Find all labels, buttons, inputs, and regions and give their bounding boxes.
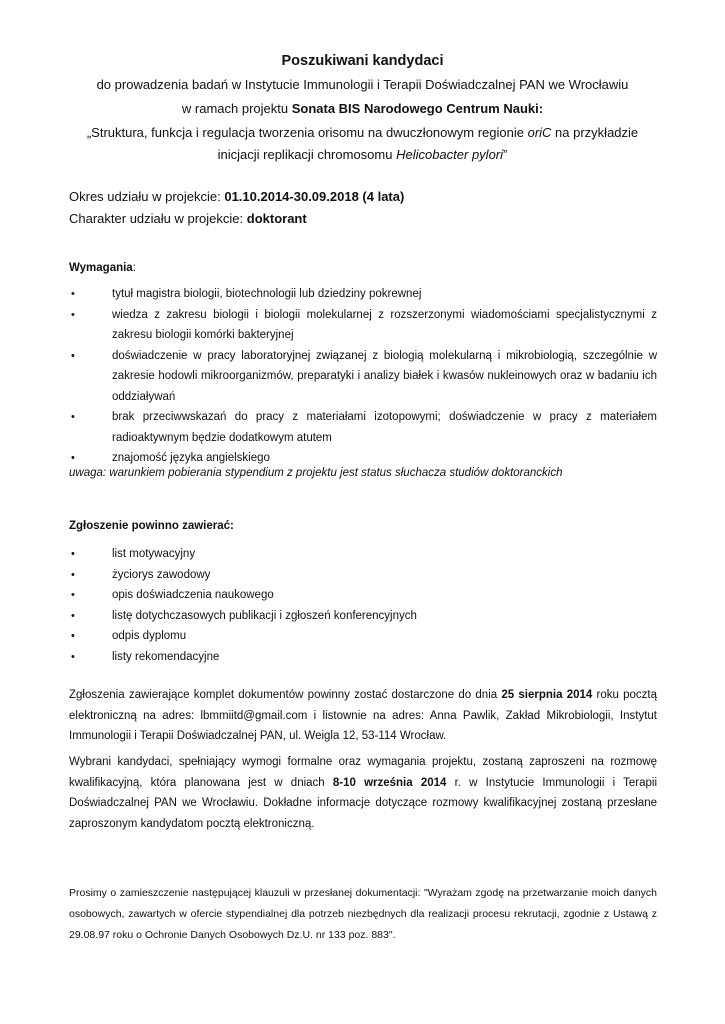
project-title-part-c: inicjacji replikacji chromosomu: [217, 147, 397, 162]
interview-paragraph: [69, 752, 657, 834]
period-label: Okres udziału w projekcie:: [69, 189, 225, 204]
project-title-line2: [60, 147, 665, 162]
project-title-oric: oriC: [527, 125, 552, 140]
application-heading-text: Zgłoszenie powinno zawierać:: [69, 520, 234, 532]
participation-role: [69, 211, 307, 226]
application-list: [69, 544, 657, 667]
interview-text-a: Wybrani kandydaci, spełniający wymogi formalne oraz wymagania projektu, zostaną zaproszeni na rozmowę kwalifikacyjną, która planowana jest w dniach: [69, 756, 657, 789]
project-program: Sonata BIS Narodowego Centrum Nauki:: [291, 101, 544, 116]
project-title-end: ”: [503, 147, 508, 162]
requirements-list: [69, 284, 657, 469]
requirements-heading: [69, 262, 136, 274]
list-item: • listę dotychczasowych publikacji i zgłoszeń konferencyjnych: [69, 606, 657, 627]
list-item: • listy rekomendacyjne: [69, 647, 657, 668]
submission-text-a: Zgłoszenia zawierające komplet dokumentów powinny zostać dostarczone do dnia: [69, 689, 502, 701]
project-line: [60, 101, 665, 116]
project-prefix: w ramach projektu: [181, 101, 292, 116]
requirements-note: uwaga: warunkiem pobierania stypendium z projektu jest status słuchacza studiów doktoranckich: [69, 467, 563, 479]
list-item: • znajomość języka angielskiego: [69, 448, 657, 469]
project-title-part-a: „Struktura, funkcja i regulacja tworzenia orisomu na dwuczłonowym regionie: [86, 125, 528, 140]
list-item: • odpis dyplomu: [69, 626, 657, 647]
interview-text-b: r. w Instytucie Immunologii i Terapii Doświadczalnej PAN we Wrocławiu. Dokładne informacje dotyczące rozmowy kwalifikacyjnej zostaną przesłane zaproszonym kandydatom pocztą elektroniczną.: [69, 776, 657, 830]
list-item: • brak przeciwwskazań do pracy z materiałami izotopowymi; doświadczenie w pracy z materiałem radioaktywnym będzie dodatkowym atutem: [69, 407, 657, 448]
interview-dates: 8-10 września 2014: [332, 776, 447, 789]
project-title-part-b: na przykładzie: [551, 125, 639, 140]
page-title: Poszukiwani kandydaci: [281, 53, 444, 69]
submission-text-b: roku pocztą elektroniczną na adres: lbmmiitd@gmail.com i listownie na adres: Anna Pawlik, Zakład Mikrobiologii, Instytut Immunologii i Terapii Doświadczalnej PAN, ul. Weigla 12, 53-114 Wrocław.: [69, 689, 657, 742]
institute-line: do prowadzenia badań w Instytucie Immunologii i Terapii Doświadczalnej PAN we Wrocławiu: [96, 77, 629, 92]
participation-period: [69, 189, 404, 204]
project-title-line1: [60, 125, 665, 140]
list-item: • list motywacyjny: [69, 544, 657, 565]
requirements-heading-text: Wymagania: [69, 262, 133, 274]
list-item: • życiorys zawodowy: [69, 565, 657, 586]
list-item: • wiedza z zakresu biologii i biologii molekularnej z rozszerzonymi wiadomościami specjalistycznymi z zakresu biologii komórki bakteryjnej: [69, 305, 657, 346]
requirements-heading-colon: :: [132, 262, 136, 274]
list-item: • doświadczenie w pracy laboratoryjnej związanej z biologią molekularną i mikrobiologią, szczególnie w zakresie hodowli mikroorganizmów, preparatyki i analizy białek i kwasów nukleinowych oraz w badaniu ich oddziaływań: [69, 346, 657, 408]
submission-paragraph: [69, 685, 657, 747]
submission-deadline: 25 sierpnia 2014: [501, 689, 593, 701]
list-item: • opis doświadczenia naukowego: [69, 585, 657, 606]
consent-clause: Prosimy o zamieszczenie następującej klauzuli w przesłanej dokumentacji: "Wyrażam zgodę na przetwarzanie moich danych osobowych, zawartych w ofercie stypendialnej dla potrzeb niezbędnych dla realizacji procesu rekrutacji, zgodnie z Ustawą z 29.08.97 roku o Ochronie Danych Osobowych Dz.U. nr 133 poz. 883".: [69, 887, 657, 941]
period-value: 01.10.2014-30.09.2018 (4 lata): [224, 189, 405, 204]
application-heading: [69, 520, 234, 532]
project-title-species: Helicobacter pylori: [396, 147, 504, 162]
list-item: • tytuł magistra biologii, biotechnologii lub dziedziny pokrewnej: [69, 284, 657, 305]
role-value: doktorant: [246, 211, 307, 226]
role-label: Charakter udziału w projekcie:: [69, 211, 247, 226]
